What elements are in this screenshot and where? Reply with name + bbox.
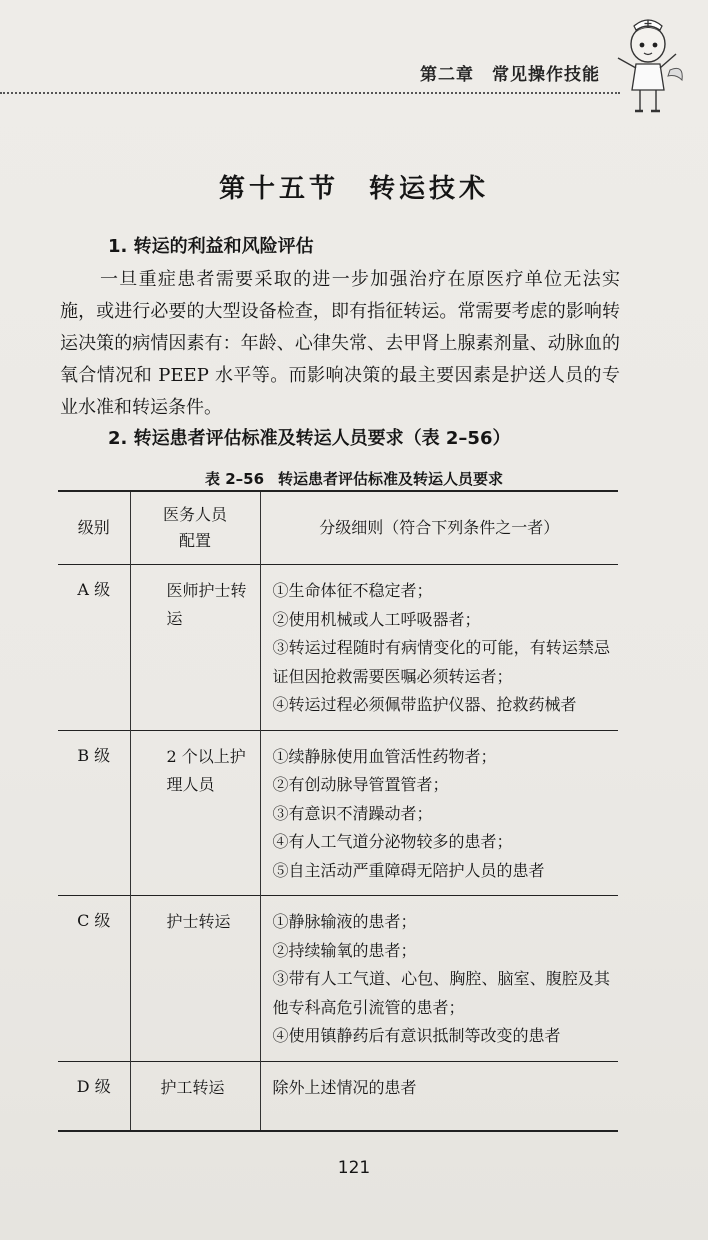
column-header-detail: 分级细则（符合下列条件之一者） [319, 518, 560, 537]
column-header-level: 级别 [58, 491, 130, 565]
staff-cell [130, 1061, 260, 1131]
nurse-mascot-icon [610, 10, 690, 125]
table-header-row [58, 491, 618, 565]
criteria-cell [260, 730, 618, 896]
criteria-item: ④使用镇静药后有意识抵制等改变的患者 [272, 1026, 561, 1045]
criteria-item: ②有创动脉导管置管者； [272, 775, 449, 794]
criteria-cell [260, 896, 618, 1062]
table-row [58, 896, 618, 1062]
subheading-risk-assessment: 1. 转运的利益和风险评估 [108, 236, 314, 257]
criteria-item: ①生命体征不稳定者； [272, 581, 433, 600]
staff-label: 护工转运 [160, 1077, 225, 1097]
criteria-item: ③有意识不清躁动者； [272, 803, 433, 823]
criteria-item: ⑤自主活动严重障碍无陪护人员的患者 [272, 860, 545, 880]
level-cell: C 级 [58, 896, 130, 1062]
level-cell: B 级 [58, 730, 130, 896]
page-number: 121 [337, 1158, 371, 1178]
criteria-item: ④转运过程必须佩带监护仪器、抢救药械者 [272, 695, 577, 714]
body-paragraph: 一旦重症患者需要采取的进一步加强治疗在原医疗单位无法实施，或进行必要的大型设备检查，即有指征转运。常需要考虑的影响转运决策的病情因素有：年龄、心律失常、去甲肾上腺素剂量、动脉血的氧合情况和 PEEP 水平等。而影响决策的最主要因素是护送人员的专业水准和转运条件。 [60, 269, 620, 418]
staff-label: 护士转运 [166, 912, 231, 931]
table-row [58, 730, 618, 896]
table-row [58, 565, 618, 731]
header-divider [0, 92, 620, 94]
criteria-item: ③带有人工气道、心包、胸腔、脑室、腹腔及其他专科高危引流管的患者； [272, 969, 610, 1017]
criteria-item: ③转运过程随时有病情变化的可能，有转运禁忌证但因抢救需要医嘱必须转运者； [272, 638, 610, 686]
column-header-staff [130, 491, 260, 565]
table-caption [0, 468, 708, 489]
criteria-item: 除外上述情况的患者 [272, 1077, 417, 1097]
staff-cell [130, 565, 260, 731]
criteria-item: ①续静脉使用血管活性药物者； [272, 746, 497, 766]
level-cell: D 级 [58, 1061, 130, 1131]
criteria-item: ②使用机械或人工呼吸器者； [272, 609, 481, 629]
criteria-item: ②持续输氧的患者； [272, 940, 417, 960]
criteria-cell [260, 1061, 618, 1131]
table-caption-number: 表 2–56 [204, 470, 265, 488]
staff-cell [130, 730, 260, 896]
subheading-evaluation-standard: 2. 转运患者评估标准及转运人员要求（表 2–56） [108, 428, 511, 449]
table-row [58, 1061, 618, 1131]
section-title: 第十五节 转运技术 [218, 174, 489, 204]
criteria-item: ①静脉输液的患者； [272, 912, 417, 931]
staff-label: 医师护士转运 [166, 581, 247, 628]
chapter-header: 第二章 常见操作技能 [420, 65, 600, 85]
transport-criteria-table [58, 490, 618, 1132]
criteria-item: ④有人工气道分泌物较多的患者； [272, 832, 513, 851]
criteria-cell [260, 565, 618, 731]
staff-cell [130, 896, 260, 1062]
level-cell: A 级 [58, 565, 130, 731]
column-header-staff-label: 医务人员配置 [163, 505, 228, 550]
table-caption-title: 转运患者评估标准及转运人员要求 [278, 470, 504, 488]
staff-label: 2 个以上护理人员 [166, 746, 246, 794]
